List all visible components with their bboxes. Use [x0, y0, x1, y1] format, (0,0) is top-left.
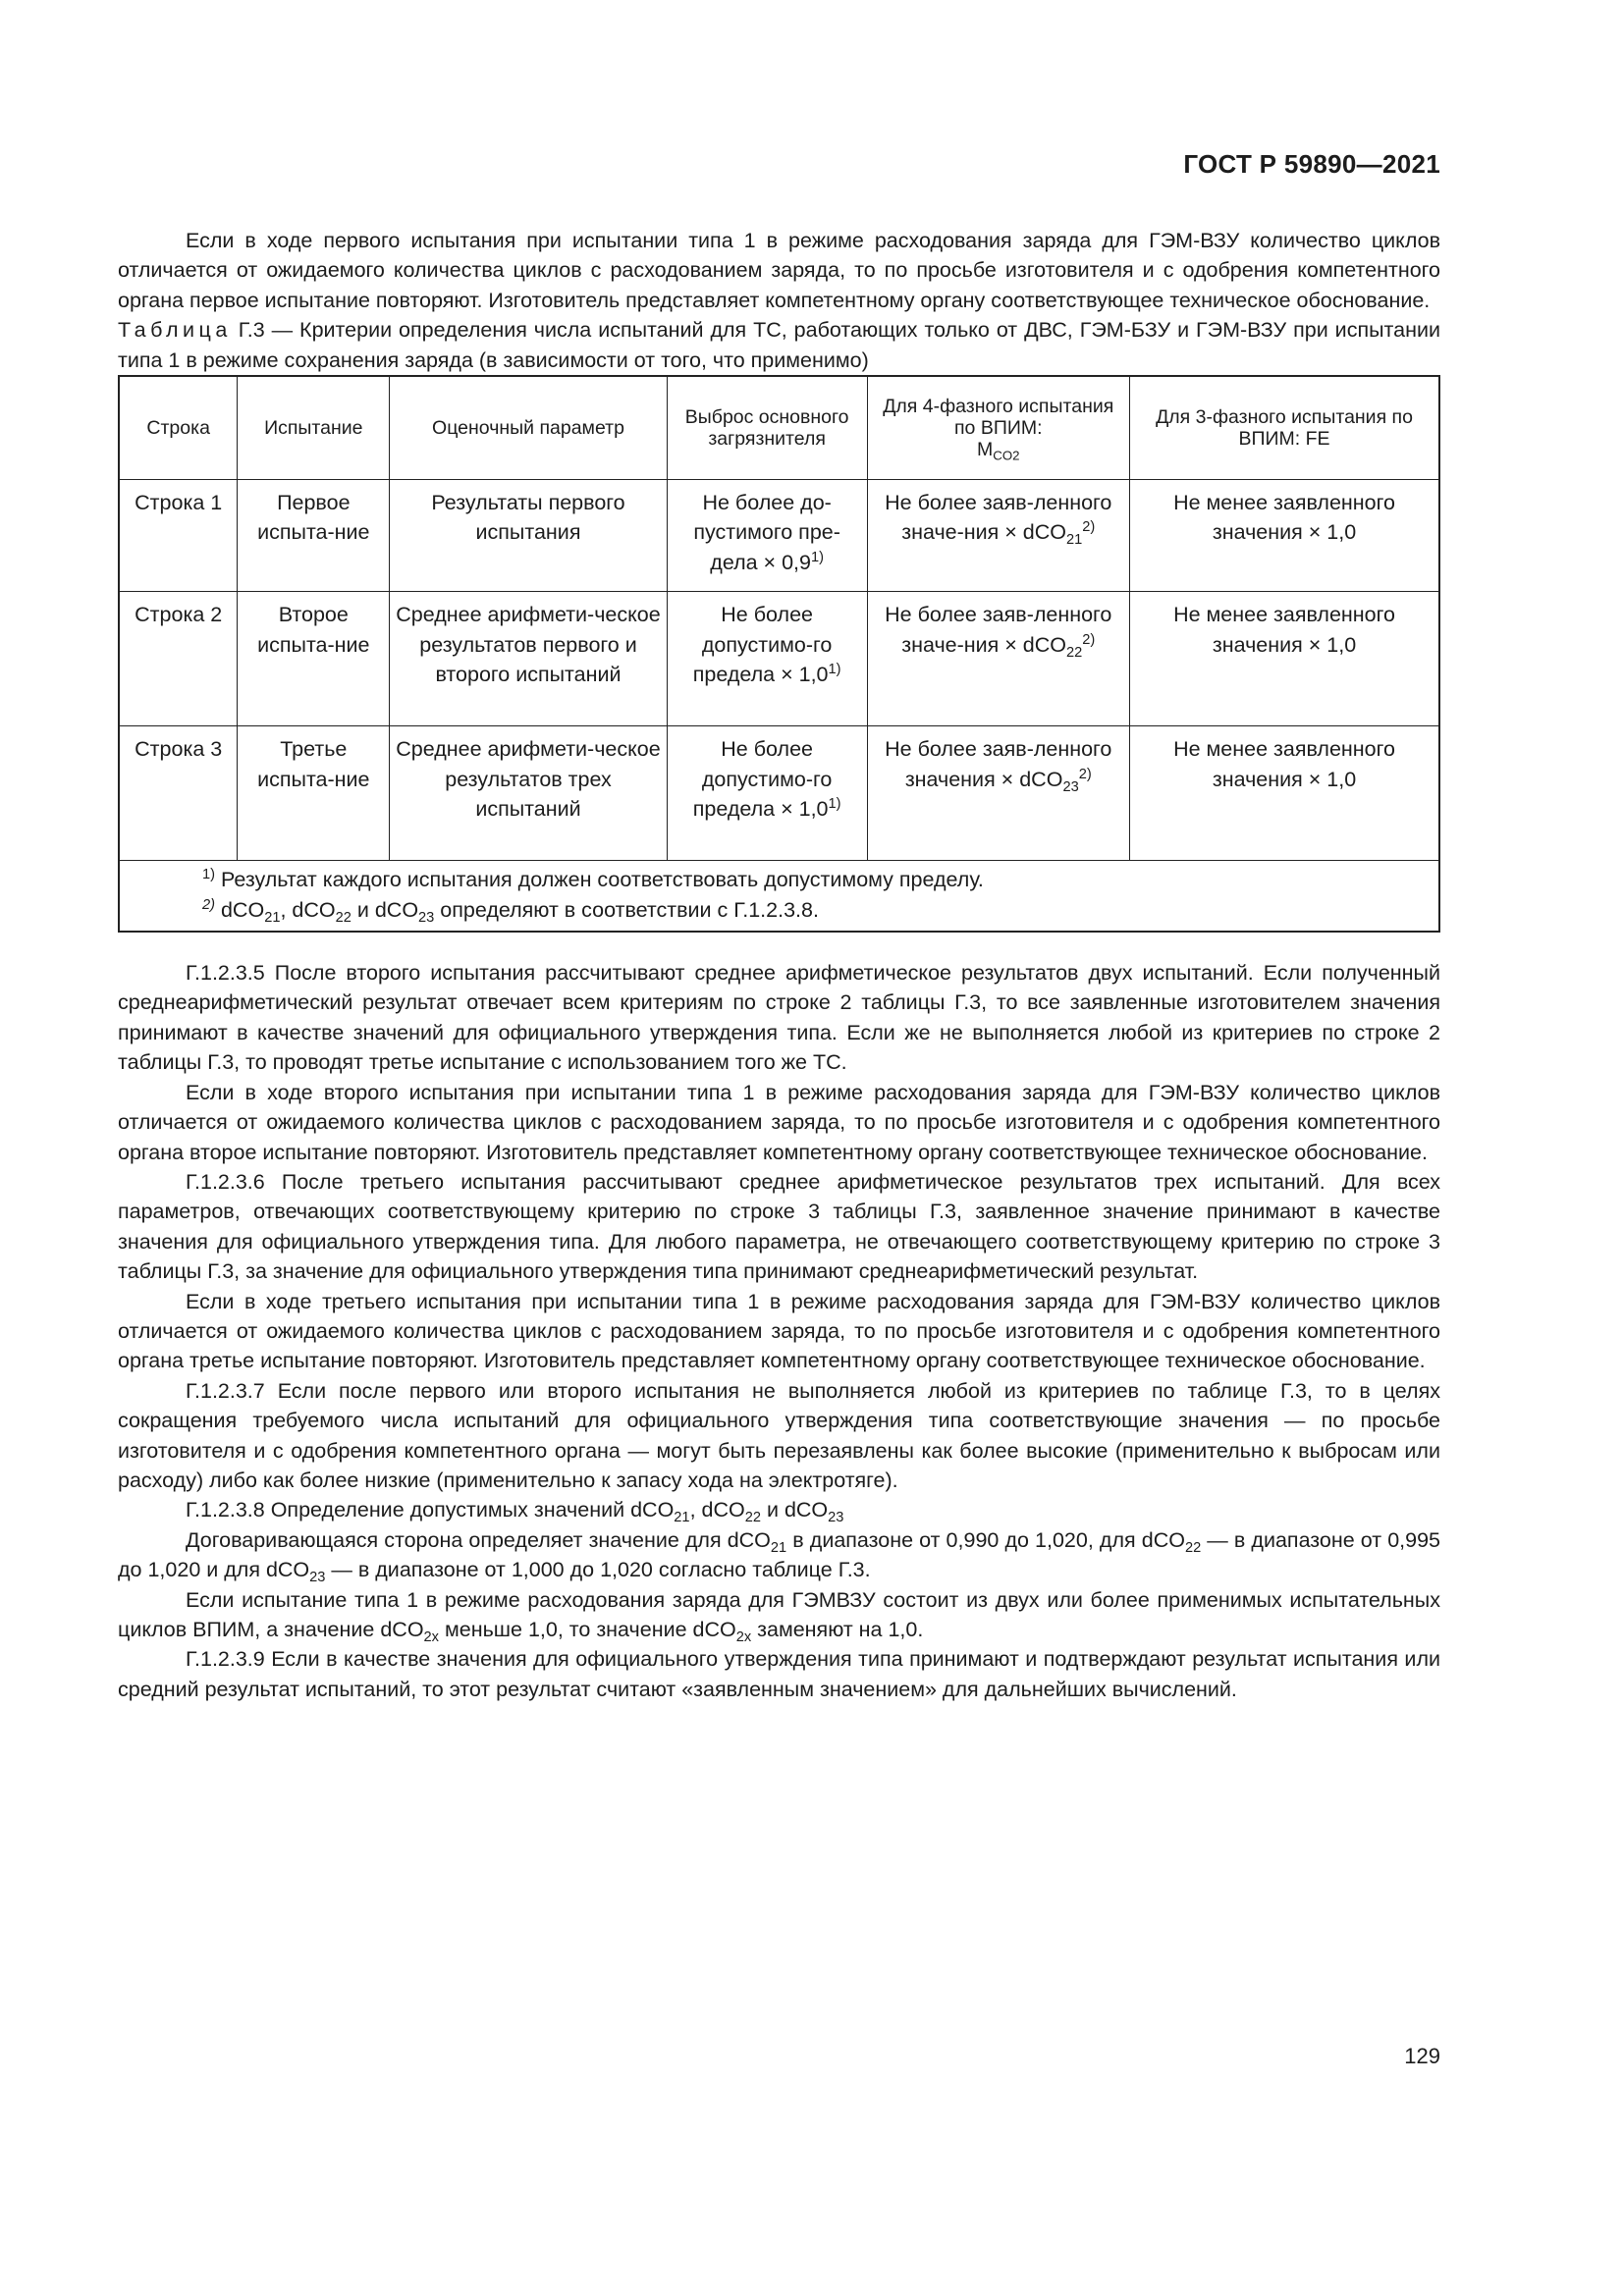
table-notes [119, 861, 1439, 932]
cell-emission: Не более допустимо-го предела × $1,0^{1)}$ [667, 726, 867, 861]
footnote-2: $^{2)}$ dCO$_{21}$, dCO$_{22}$ и dCO$_{23}$ определяют в соответствии с Г.1.2.3.8. [202, 896, 819, 926]
paragraph-g1237: Г.1.2.3.7 Если после первого или второго испытания не выполняется любой из критериев по таблице Г.3, то в целях сокращения требуемого числа испытаний для официального утверждения типа соответствующие значения — по просьбе изготовителя и с одобрения компетентного органа — могут быть перезаявлены как более высокие (применительно к выбросам или расходу) либо как более низкие (применительно к запасу хода на электротяге). [118, 1378, 1440, 1492]
cell-phase4: Не более заяв-ленного значения × dCO$_{23}^{2)}$ [867, 726, 1130, 861]
table-caption-label: Таблица [118, 318, 232, 343]
cell-phase3: Не менее заявленного значения × 1,0 [1130, 480, 1439, 592]
cell-test: Второе испыта-ние [238, 592, 390, 726]
table-caption-text: Г.3 — Критерии определения числа испытаний для ТС, работающих только от ДВС, ГЭМ-БЗУ и ГЭМ-ВЗУ при испытании типа 1 в режиме сохранения заряда (в зависимости от того, что применимо) [118, 318, 1440, 372]
paragraph-second-test-repeat: Если в ходе второго испытания при испытании типа 1 в режиме расходования заряда для ГЭМ-ВЗУ количество циклов отличается от ожидаемого количества циклов с расходованием заряда, то по просьбе изготовителя и с одобрения компетентного органа второе испытание повторяют. Изготовитель представляет компетентному органу соответствующее техническое обоснование. [118, 1080, 1440, 1164]
table-row [119, 480, 1439, 592]
table-row [119, 726, 1439, 861]
paragraph-g1235: Г.1.2.3.5 После второго испытания рассчитывают среднее арифметическое результатов двух испытаний. Если полученный среднеарифметический результат отвечает всем критериям по строке 2 таблицы Г.3, то все заявленные изготовителем значения принимают в качестве значений для официального утверждения типа. Если же не выполняется любой из критериев по строке 2 таблицы Г.3, то проводят третье испытание с использованием того же ТС. [118, 961, 1440, 1075]
paragraph-third-test-repeat: Если в ходе третьего испытания при испытании типа 1 в режиме расходования заряда для ГЭМ-ВЗУ количество циклов отличается от ожидаемого количества циклов с расходованием заряда, то по просьбе изготовителя и с одобрения компетентного органа третье испытание повторяют. Изготовитель представляет компетентному органу соответствующее техническое обоснование. [118, 1289, 1440, 1373]
cell-emission: Не более допустимо-го предела × $1,0^{1)}$ [667, 592, 867, 726]
cell-phase3: Не менее заявленного значения × 1,0 [1130, 592, 1439, 726]
page-number: 129 [1404, 2044, 1440, 2068]
cell-phase3: Не менее заявленного значения × 1,0 [1130, 726, 1439, 861]
table-header-row [119, 376, 1439, 480]
cell-row: Строка 1 [119, 480, 238, 592]
header-test: Испытание [238, 376, 390, 480]
paragraph-dco2x: Если испытание типа 1 в режиме расходования заряда для ГЭМВЗУ состоит из двух или более применимых испытательных циклов ВПИМ, а значение dCO$_{2x}$ меньше 1,0, то значение dCO$_{2x}$ заменяют на 1,0. [118, 1587, 1440, 1646]
header-row: Строка [119, 376, 238, 480]
footnote-1: $^{1)}$ Результат каждого испытания должен соответствовать допустимому пределу. [202, 867, 984, 892]
cell-param: Результаты первого испытания [390, 480, 668, 592]
header-param: Оценочный параметр [390, 376, 668, 480]
paragraph-dco-ranges: Договаривающаяся сторона определяет значение для dCO$_{21}$ в диапазоне от 0,990 до 1,020, для dCO$_{22}$ — в диапазоне от 0,995 до 1,020 и для dCO$_{23}$ — в диапазоне от 1,000 до 1,020 согласно таблице Г.3. [118, 1527, 1440, 1586]
cell-param: Среднее арифмети-ческое результатов первого и второго испытаний [390, 592, 668, 726]
table-caption [118, 315, 1440, 375]
cell-row: Строка 2 [119, 592, 238, 726]
paragraph-g1239: Г.1.2.3.9 Если в качестве значения для официального утверждения типа принимают и подтверждают результат испытания или средний результат испытаний, то этот результат считают «заявленным значением» для дальнейших вычислений. [118, 1647, 1440, 1701]
cell-phase4: Не более заяв-ленного значе-ния × dCO$_{21}^{2)}$ [867, 480, 1130, 592]
paragraph-g1238: Г.1.2.3.8 Определение допустимых значений dCO$_{21}$, dCO$_{22}$ и dCO$_{23}$ [186, 1498, 844, 1526]
header-phase4: Для 4-фазного испытания по ВПИМ: $M_{CO2}$ [867, 376, 1130, 480]
page-content [118, 226, 1440, 1704]
criteria-table [118, 375, 1440, 933]
header-emission: Выброс основного загрязнителя [667, 376, 867, 480]
table-notes-row [119, 861, 1439, 932]
header-phase3: Для 3-фазного испытания по ВПИМ: FE [1130, 376, 1439, 480]
cell-phase4: Не более заяв-ленного значе-ния × dCO$_{22}^{2)}$ [867, 592, 1130, 726]
cell-test: Первое испыта-ние [238, 480, 390, 592]
paragraph-g1236: Г.1.2.3.6 После третьего испытания рассчитывают среднее арифметическое результатов трех испытаний. Для всех параметров, отвечающих соответствующему критерию по строке 3 таблицы Г.3, заявленное значение принимают в качестве значения для официального утверждения типа. Для любого параметра, не отвечающего соответствующему критерию по строке 3 таблицы Г.3, за значение для официального утверждения типа принимают среднеарифметический результат. [118, 1169, 1440, 1284]
cell-row: Строка 3 [119, 726, 238, 861]
cell-param: Среднее арифмети-ческое результатов трех испытаний [390, 726, 668, 861]
table-row [119, 592, 1439, 726]
intro-paragraph: Если в ходе первого испытания при испытании типа 1 в режиме расходования заряда для ГЭМ-ВЗУ количество циклов отличается от ожидаемого количества циклов с расходованием заряда, то по просьбе изготовителя и с одобрения компетентного органа первое испытание повторяют. Изготовитель представляет компетентному органу соответствующее техническое обоснование. [118, 229, 1440, 312]
cell-test: Третье испыта-ние [238, 726, 390, 861]
document-id: ГОСТ Р 59890—2021 [1183, 149, 1440, 179]
cell-emission: Не более до-пустимого пре-дела × $0,9^{1)}$ [667, 480, 867, 592]
